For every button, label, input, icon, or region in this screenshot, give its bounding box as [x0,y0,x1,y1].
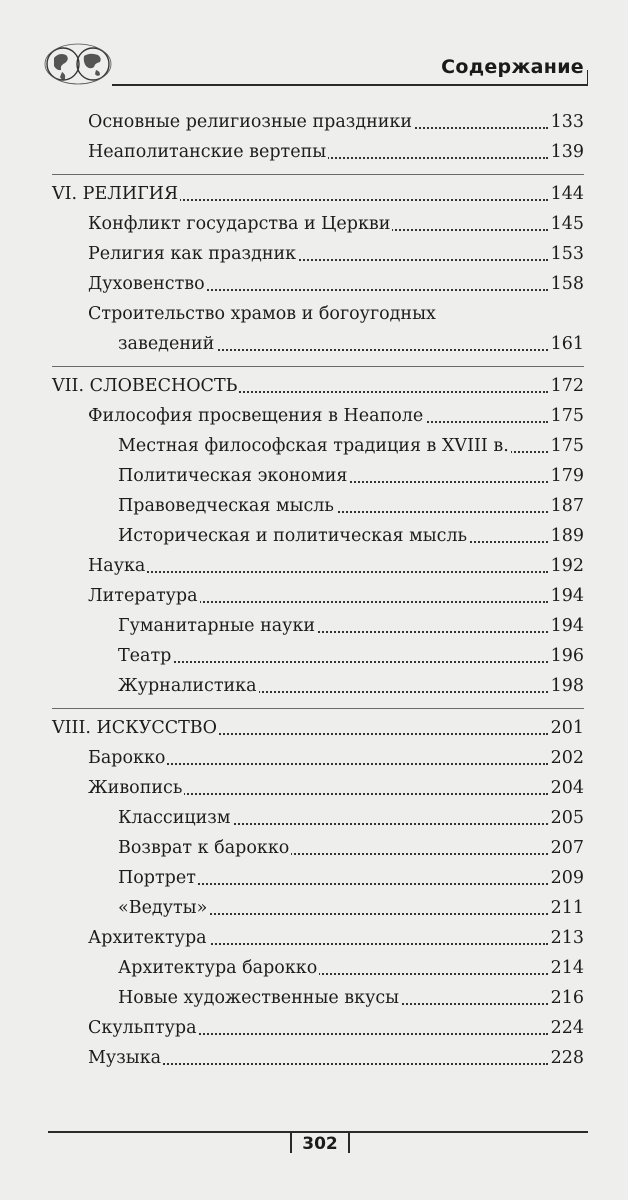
toc-entry-title: Живопись [88,778,183,798]
section-separator [52,708,584,709]
toc-subsection [0,986,628,1016]
toc-entry-title: Основные религиозные праздники [88,112,413,132]
dot-leader [88,571,548,573]
toc-entry-title: Строительство храмов и богоугодных [88,304,436,324]
toc-chapter [0,716,628,746]
toc-entry-title: Барокко [88,748,166,768]
toc-page-number: 216 [548,986,584,1010]
toc-entry-title: Возврат к барокко [118,838,290,858]
toc-section [0,302,628,362]
toc-subsection [0,614,628,644]
toc-page-number: 201 [548,716,584,740]
toc-section [0,272,628,302]
section-separator [52,174,584,175]
toc-page-number: 189 [548,524,584,548]
toc-page-number: 194 [548,614,584,638]
header-rule [112,84,588,86]
toc-section [0,1016,628,1046]
toc-page-number: 139 [548,140,584,164]
toc-entry-title: Правоведческая мысль [118,496,334,516]
toc-subsection [0,434,628,464]
toc-entry-title: Архитектура [88,928,207,948]
toc-page-number: 204 [548,776,584,800]
toc-subsection [0,674,628,704]
page-number: 302 [302,1134,338,1154]
toc-subsection [0,464,628,494]
toc-section [0,404,628,434]
toc-subsection [0,644,628,674]
toc-section [0,110,628,140]
toc-page-number: 175 [548,404,584,428]
running-header-title: Содержание [441,56,584,78]
toc-entry-title: Политическая экономия [118,466,348,486]
toc-entry-title: Местная философская традиция в XVIII в. [118,436,509,456]
toc-page-number: 192 [548,554,584,578]
toc-subsection [0,494,628,524]
footer-rule [48,1131,588,1133]
toc-page-number: 224 [548,1016,584,1040]
toc-entry-title: VII. СЛОВЕСНОСТЬ [52,376,238,396]
toc-page-number: 198 [548,674,584,698]
toc-page-number: 133 [548,110,584,134]
toc-page-number: 175 [548,434,584,458]
toc-entry-title: Журналистика [118,676,257,696]
toc-entry-title: Неаполитанские вертепы [88,142,327,162]
toc-section [0,242,628,272]
toc-entry-title: Новые художественные вкусы [118,988,400,1008]
toc-entry-title: VIII. ИСКУССТВО [52,718,218,738]
toc-entry-title: Конфликт государства и Церкви [88,214,391,234]
toc-entry-title: Литература [88,586,198,606]
footer-tick-right [348,1131,350,1153]
toc-page-number: 205 [548,806,584,830]
toc-entry-title: Наука [88,556,146,576]
toc-section [0,926,628,956]
toc-page-number: 228 [548,1046,584,1070]
toc-subsection [0,956,628,986]
toc-entry-title-continued: заведений [118,334,215,354]
toc-page-number: 213 [548,926,584,950]
toc-section [0,776,628,806]
toc-page-number: 211 [548,896,584,920]
section-separator [52,366,584,367]
header-rule-tick [587,70,589,85]
globe-icon [44,30,112,98]
toc-subsection [0,896,628,926]
toc-page-number: 214 [548,956,584,980]
toc-page-number: 158 [548,272,584,296]
toc-page-number: 172 [548,374,584,398]
toc-entry-title: Портрет [118,868,196,888]
toc-page-number: 194 [548,584,584,608]
toc-entry-title: Театр [118,646,172,666]
toc-entry-title: Философия просвещения в Неаполе [88,406,424,426]
toc-page-number: 196 [548,644,584,668]
toc-entry-title: VI. РЕЛИГИЯ [52,184,179,204]
toc-subsection [0,866,628,896]
toc-page-number: 153 [548,242,584,266]
toc-section [0,584,628,614]
toc-entry-title: Музыка [88,1048,162,1068]
toc-page-number: 161 [548,332,584,356]
toc-entry-title: Духовенство [88,274,205,294]
toc-subsection [0,836,628,866]
toc-page-number: 207 [548,836,584,860]
toc-section [0,554,628,584]
toc-subsection [0,806,628,836]
toc-chapter [0,374,628,404]
toc-entry-title: Архитектура барокко [118,958,318,978]
toc-section [0,212,628,242]
toc-page-number: 179 [548,464,584,488]
toc-chapter [0,182,628,212]
toc-section [0,746,628,776]
dot-leader [118,661,548,663]
toc-page-number: 145 [548,212,584,236]
toc-entry-title: Гуманитарные науки [118,616,316,636]
toc-entry-title: Скульптура [88,1018,197,1038]
toc-entry-title: Религия как праздник [88,244,297,264]
toc-page-number: 187 [548,494,584,518]
toc-entry-title: «Ведуты» [118,898,208,918]
toc-page-number: 144 [548,182,584,206]
toc-page-number: 209 [548,866,584,890]
toc-entry-title: Классицизм [118,808,231,828]
toc-section [0,140,628,170]
toc-page-number: 202 [548,746,584,770]
toc-section [0,1046,628,1076]
toc-entry-title: Историческая и политическая мысль [118,526,468,546]
toc-subsection [0,524,628,554]
